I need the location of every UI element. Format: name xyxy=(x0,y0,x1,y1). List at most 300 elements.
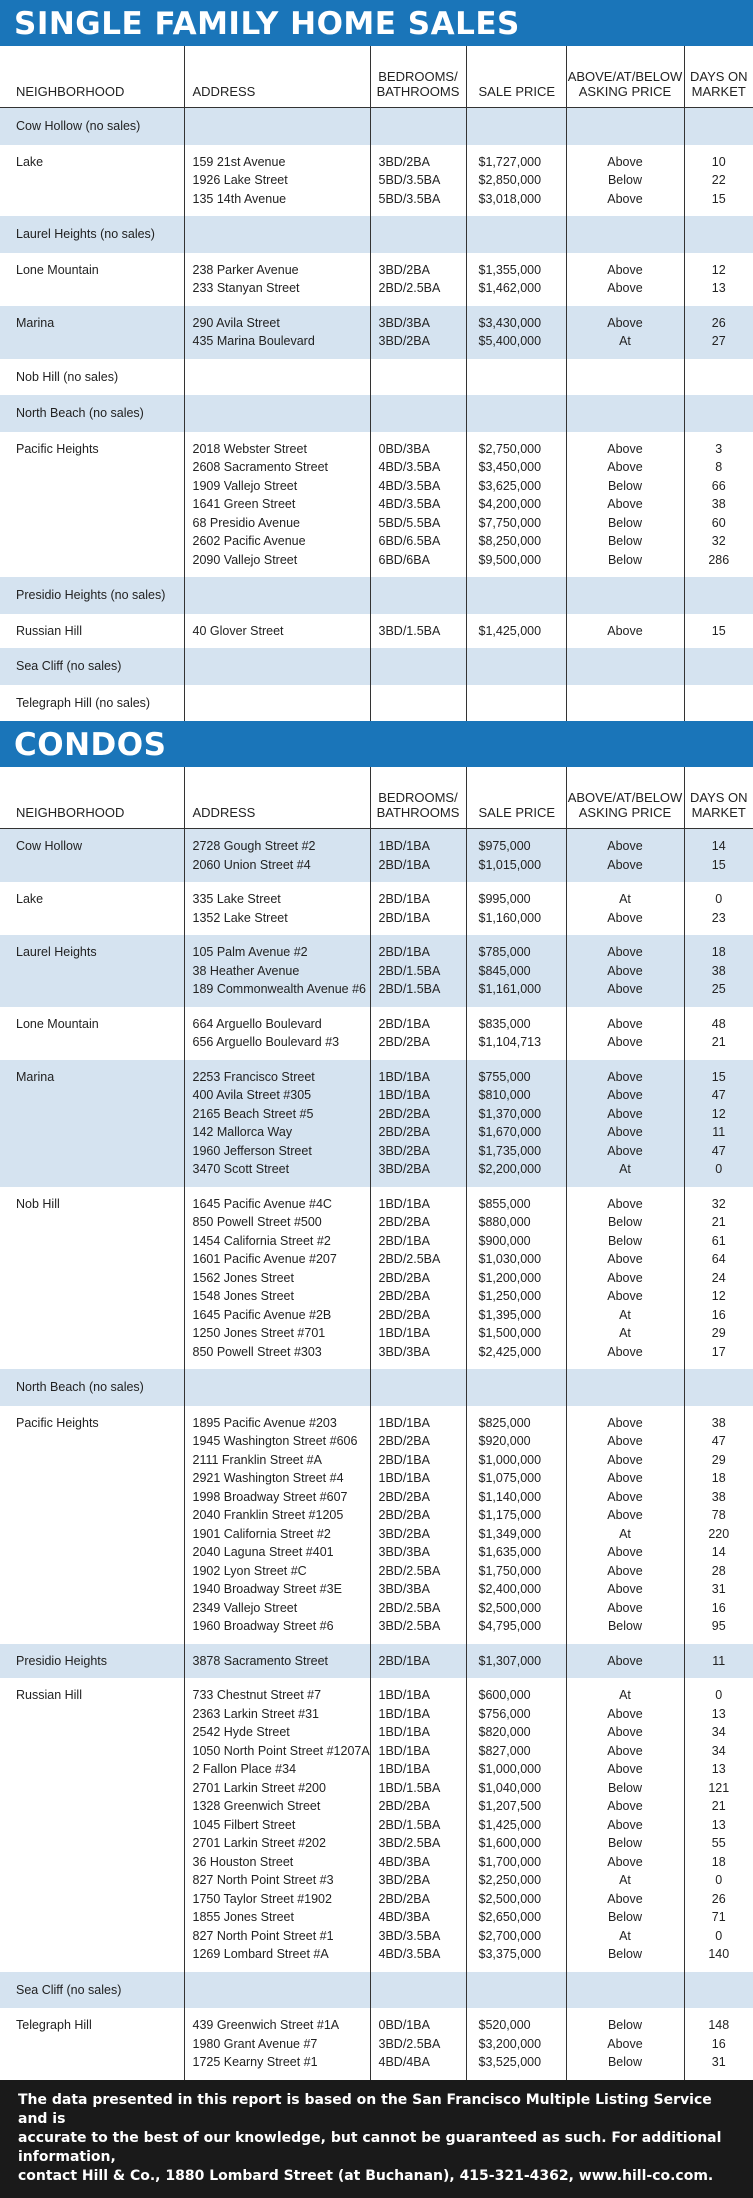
sale-price: $845,000 xyxy=(479,962,566,981)
header-asking-text: ASKING PRICE xyxy=(567,805,684,820)
address: 135 14th Avenue xyxy=(193,190,370,209)
bedrooms-bathrooms-cell xyxy=(370,2008,466,2080)
neighborhood-group xyxy=(0,216,753,253)
sale-price: $2,200,000 xyxy=(479,1160,566,1179)
address: 827 North Point Street #3 xyxy=(193,1871,370,1890)
asking-status: Above xyxy=(567,1414,684,1433)
neighborhood-name: North Beach (no sales) xyxy=(16,1378,184,1397)
sale-price-cell xyxy=(466,882,566,935)
header-neighborhood xyxy=(0,46,184,108)
bedrooms-bathrooms: 5BD/5.5BA xyxy=(379,514,466,533)
bedrooms-bathrooms: 3BD/3BA xyxy=(379,314,466,333)
header-sale-price xyxy=(466,767,566,829)
neighborhood-cell xyxy=(0,882,184,935)
days-on-market-cell xyxy=(684,935,753,1007)
neighborhood-name: Pacific Heights xyxy=(16,1414,184,1433)
sale-price: $1,395,000 xyxy=(479,1306,566,1325)
address: 189 Commonwealth Avenue #6 xyxy=(193,980,370,999)
asking-status: Above xyxy=(567,837,684,856)
header-days xyxy=(684,46,753,108)
bedrooms-bathrooms: 5BD/3.5BA xyxy=(379,171,466,190)
bedrooms-bathrooms: 3BD/3BA xyxy=(379,1543,466,1562)
asking-status: At xyxy=(567,1160,684,1179)
sale-price: $5,400,000 xyxy=(479,332,566,351)
days-on-market: 140 xyxy=(685,1945,753,1964)
bedrooms-bathrooms: 1BD/1BA xyxy=(379,1742,466,1761)
neighborhood-group xyxy=(0,1644,753,1679)
asking-status-cell xyxy=(566,306,684,359)
address: 1909 Vallejo Street xyxy=(193,477,370,496)
asking-status: Above xyxy=(567,1250,684,1269)
bedrooms-bathrooms: 2BD/2.5BA xyxy=(379,279,466,298)
bedrooms-bathrooms: 2BD/2BA xyxy=(379,1506,466,1525)
asking-status: Above xyxy=(567,1105,684,1124)
asking-status: Below xyxy=(567,171,684,190)
neighborhood-name: Lone Mountain xyxy=(16,261,184,280)
asking-status-cell xyxy=(566,648,684,685)
asking-status: Below xyxy=(567,1213,684,1232)
days-on-market: 71 xyxy=(685,1908,753,1927)
sale-price: $1,075,000 xyxy=(479,1469,566,1488)
address: 2165 Beach Street #5 xyxy=(193,1105,370,1124)
days-on-market: 26 xyxy=(685,1890,753,1909)
sale-price: $1,140,000 xyxy=(479,1488,566,1507)
address: 1750 Taylor Street #1902 xyxy=(193,1890,370,1909)
sale-price: $880,000 xyxy=(479,1213,566,1232)
neighborhood-group xyxy=(0,1187,753,1370)
neighborhood-name: Cow Hollow (no sales) xyxy=(16,117,184,136)
bedrooms-bathrooms: 3BD/2.5BA xyxy=(379,2035,466,2054)
address: 827 North Point Street #1 xyxy=(193,1927,370,1946)
days-on-market: 55 xyxy=(685,1834,753,1853)
address-cell xyxy=(184,1644,370,1679)
neighborhood-cell xyxy=(0,1644,184,1679)
days-on-market: 28 xyxy=(685,1562,753,1581)
address: 1562 Jones Street xyxy=(193,1269,370,1288)
address-cell xyxy=(184,432,370,578)
sale-price: $3,625,000 xyxy=(479,477,566,496)
asking-status-cell xyxy=(566,685,684,722)
address: 2060 Union Street #4 xyxy=(193,856,370,875)
header-asking-text: ABOVE/AT/BELOW xyxy=(567,69,684,84)
days-on-market: 0 xyxy=(685,1686,753,1705)
days-on-market: 26 xyxy=(685,314,753,333)
neighborhood-cell xyxy=(0,2008,184,2080)
address: 335 Lake Street xyxy=(193,890,370,909)
asking-status: Below xyxy=(567,2016,684,2035)
address: 1601 Pacific Avenue #207 xyxy=(193,1250,370,1269)
header-days-text: MARKET xyxy=(685,805,753,820)
address: 36 Houston Street xyxy=(193,1853,370,1872)
sale-price: $1,370,000 xyxy=(479,1105,566,1124)
bedrooms-bathrooms: 3BD/3BA xyxy=(379,1580,466,1599)
asking-status: Below xyxy=(567,532,684,551)
neighborhood-cell xyxy=(0,108,184,145)
days-on-market: 16 xyxy=(685,2035,753,2054)
address-cell xyxy=(184,1369,370,1406)
days-on-market: 18 xyxy=(685,1853,753,1872)
neighborhood-name: Lake xyxy=(16,890,184,909)
sale-price: $827,000 xyxy=(479,1742,566,1761)
header-days xyxy=(684,767,753,829)
sale-price: $1,040,000 xyxy=(479,1779,566,1798)
bedrooms-bathrooms: 2BD/1BA xyxy=(379,1652,466,1671)
address: 1960 Jefferson Street xyxy=(193,1142,370,1161)
neighborhood-group xyxy=(0,614,753,649)
bedrooms-bathrooms-cell xyxy=(370,253,466,306)
footer-line-2: accurate to the best of our knowledge, but cannot be guaranteed as such. For additional information, xyxy=(18,2129,739,2167)
address: 2040 Laguna Street #401 xyxy=(193,1543,370,1562)
header-bedrooms-text: BEDROOMS/ xyxy=(371,69,466,84)
sale-price: $1,355,000 xyxy=(479,261,566,280)
days-on-market-cell xyxy=(684,253,753,306)
bedrooms-bathrooms: 0BD/1BA xyxy=(379,2016,466,2035)
address: 3878 Sacramento Street xyxy=(193,1652,370,1671)
address: 142 Mallorca Way xyxy=(193,1123,370,1142)
days-on-market: 32 xyxy=(685,1195,753,1214)
days-on-market: 29 xyxy=(685,1451,753,1470)
asking-status: Above xyxy=(567,856,684,875)
neighborhood-name: Sea Cliff (no sales) xyxy=(16,1981,184,2000)
asking-status: Below xyxy=(567,514,684,533)
asking-status: Above xyxy=(567,1142,684,1161)
sale-price: $1,635,000 xyxy=(479,1543,566,1562)
sales-table xyxy=(0,767,753,2080)
neighborhood-group xyxy=(0,829,753,883)
bedrooms-bathrooms: 1BD/1BA xyxy=(379,1086,466,1105)
asking-status-cell xyxy=(566,882,684,935)
asking-status: Above xyxy=(567,1816,684,1835)
sale-price: $2,750,000 xyxy=(479,440,566,459)
bedrooms-bathrooms: 2BD/1BA xyxy=(379,1451,466,1470)
asking-status-cell xyxy=(566,1060,684,1187)
asking-status: Above xyxy=(567,1853,684,1872)
days-on-market: 66 xyxy=(685,477,753,496)
days-on-market: 38 xyxy=(685,495,753,514)
sale-price-cell xyxy=(466,648,566,685)
bedrooms-bathrooms: 2BD/2.5BA xyxy=(379,1562,466,1581)
neighborhood-group xyxy=(0,2008,753,2080)
asking-status-cell xyxy=(566,1187,684,1370)
sale-price: $2,700,000 xyxy=(479,1927,566,1946)
sale-price: $3,375,000 xyxy=(479,1945,566,1964)
address: 2701 Larkin Street #200 xyxy=(193,1779,370,1798)
bedrooms-bathrooms-cell xyxy=(370,1406,466,1644)
header-neighborhood xyxy=(0,767,184,829)
bedrooms-bathrooms: 2BD/1.5BA xyxy=(379,980,466,999)
days-on-market-cell xyxy=(684,1060,753,1187)
header-sale-price-text: SALE PRICE xyxy=(479,84,566,99)
sale-price-cell xyxy=(466,1060,566,1187)
asking-status-cell xyxy=(566,1644,684,1679)
sale-price-cell xyxy=(466,685,566,722)
address: 664 Arguello Boulevard xyxy=(193,1015,370,1034)
neighborhood-name: Laurel Heights (no sales) xyxy=(16,225,184,244)
days-on-market: 220 xyxy=(685,1525,753,1544)
bedrooms-bathrooms-cell xyxy=(370,1007,466,1060)
sale-price: $755,000 xyxy=(479,1068,566,1087)
sale-price-cell xyxy=(466,145,566,217)
days-on-market: 31 xyxy=(685,1580,753,1599)
days-on-market: 15 xyxy=(685,856,753,875)
bedrooms-bathrooms: 2BD/2BA xyxy=(379,1432,466,1451)
bedrooms-bathrooms-cell xyxy=(370,1187,466,1370)
address: 1926 Lake Street xyxy=(193,171,370,190)
asking-status: Below xyxy=(567,1908,684,1927)
neighborhood-cell xyxy=(0,306,184,359)
days-on-market-cell xyxy=(684,1007,753,1060)
sale-price: $2,250,000 xyxy=(479,1871,566,1890)
address: 656 Arguello Boulevard #3 xyxy=(193,1033,370,1052)
asking-status: Above xyxy=(567,1760,684,1779)
days-on-market: 11 xyxy=(685,1652,753,1671)
address: 40 Glover Street xyxy=(193,622,370,641)
days-on-market: 0 xyxy=(685,890,753,909)
address: 2608 Sacramento Street xyxy=(193,458,370,477)
bedrooms-bathrooms: 2BD/1.5BA xyxy=(379,962,466,981)
header-sale-price-text: SALE PRICE xyxy=(479,805,566,820)
days-on-market-cell xyxy=(684,1678,753,1972)
sale-price: $1,161,000 xyxy=(479,980,566,999)
days-on-market: 3 xyxy=(685,440,753,459)
address-cell xyxy=(184,1678,370,1972)
neighborhood-group xyxy=(0,577,753,614)
days-on-market-cell xyxy=(684,108,753,145)
sale-price: $1,000,000 xyxy=(479,1760,566,1779)
neighborhood-cell xyxy=(0,1369,184,1406)
header-bedrooms-text: BEDROOMS/ xyxy=(371,790,466,805)
header-asking-text: ABOVE/AT/BELOW xyxy=(567,790,684,805)
address: 2602 Pacific Avenue xyxy=(193,532,370,551)
sale-price: $825,000 xyxy=(479,1414,566,1433)
days-on-market: 64 xyxy=(685,1250,753,1269)
bedrooms-bathrooms: 2BD/2BA xyxy=(379,1287,466,1306)
asking-status: Below xyxy=(567,1232,684,1251)
neighborhood-name: North Beach (no sales) xyxy=(16,404,184,423)
bedrooms-bathrooms: 1BD/1BA xyxy=(379,1760,466,1779)
neighborhood-cell xyxy=(0,685,184,722)
asking-status-cell xyxy=(566,2008,684,2080)
bedrooms-bathrooms: 1BD/1BA xyxy=(379,1469,466,1488)
days-on-market: 0 xyxy=(685,1871,753,1890)
asking-status: Below xyxy=(567,1779,684,1798)
bedrooms-bathrooms: 2BD/2BA xyxy=(379,1123,466,1142)
address: 1250 Jones Street #701 xyxy=(193,1324,370,1343)
address: 439 Greenwich Street #1A xyxy=(193,2016,370,2035)
bedrooms-bathrooms-cell xyxy=(370,882,466,935)
bedrooms-bathrooms-cell xyxy=(370,1369,466,1406)
address: 2363 Larkin Street #31 xyxy=(193,1705,370,1724)
address: 2111 Franklin Street #A xyxy=(193,1451,370,1470)
address: 1902 Lyon Street #C xyxy=(193,1562,370,1581)
address-cell xyxy=(184,614,370,649)
address: 1548 Jones Street xyxy=(193,1287,370,1306)
days-on-market-cell xyxy=(684,216,753,253)
neighborhood-name: Marina xyxy=(16,1068,184,1087)
neighborhood-cell xyxy=(0,829,184,883)
bedrooms-bathrooms: 3BD/2BA xyxy=(379,153,466,172)
days-on-market: 18 xyxy=(685,943,753,962)
days-on-market: 34 xyxy=(685,1742,753,1761)
sale-price: $835,000 xyxy=(479,1015,566,1034)
neighborhood-cell xyxy=(0,1406,184,1644)
asking-status: Above xyxy=(567,1488,684,1507)
asking-status: Above xyxy=(567,440,684,459)
address: 1725 Kearny Street #1 xyxy=(193,2053,370,2072)
header-sale-price xyxy=(466,46,566,108)
days-on-market: 27 xyxy=(685,332,753,351)
header-neighborhood-text: NEIGHBORHOOD xyxy=(16,805,184,820)
sale-price: $2,500,000 xyxy=(479,1599,566,1618)
bedrooms-bathrooms: 2BD/2.5BA xyxy=(379,1599,466,1618)
asking-status: Above xyxy=(567,980,684,999)
sale-price: $1,600,000 xyxy=(479,1834,566,1853)
neighborhood-cell xyxy=(0,253,184,306)
asking-status: Above xyxy=(567,495,684,514)
neighborhood-cell xyxy=(0,1007,184,1060)
days-on-market: 31 xyxy=(685,2053,753,2072)
days-on-market: 60 xyxy=(685,514,753,533)
bedrooms-bathrooms: 2BD/2BA xyxy=(379,1269,466,1288)
address: 2542 Hyde Street xyxy=(193,1723,370,1742)
header-days-text: DAYS ON xyxy=(685,790,753,805)
bedrooms-bathrooms: 1BD/1BA xyxy=(379,1068,466,1087)
asking-status-cell xyxy=(566,216,684,253)
bedrooms-bathrooms: 4BD/3.5BA xyxy=(379,1945,466,1964)
days-on-market: 8 xyxy=(685,458,753,477)
sale-price-cell xyxy=(466,253,566,306)
days-on-market: 12 xyxy=(685,261,753,280)
sale-price: $1,727,000 xyxy=(479,153,566,172)
bedrooms-bathrooms-cell xyxy=(370,685,466,722)
sale-price: $3,450,000 xyxy=(479,458,566,477)
address: 1454 California Street #2 xyxy=(193,1232,370,1251)
asking-status-cell xyxy=(566,1369,684,1406)
asking-status-cell xyxy=(566,145,684,217)
neighborhood-name: Nob Hill xyxy=(16,1195,184,1214)
address: 850 Powell Street #303 xyxy=(193,1343,370,1362)
sale-price: $3,525,000 xyxy=(479,2053,566,2072)
sale-price: $1,030,000 xyxy=(479,1250,566,1269)
bedrooms-bathrooms-cell xyxy=(370,108,466,145)
header-days-text: DAYS ON xyxy=(685,69,753,84)
asking-status-cell xyxy=(566,253,684,306)
asking-status: Above xyxy=(567,458,684,477)
asking-status-cell xyxy=(566,1972,684,2009)
sale-price: $920,000 xyxy=(479,1432,566,1451)
sale-price: $1,000,000 xyxy=(479,1451,566,1470)
days-on-market: 13 xyxy=(685,1705,753,1724)
days-on-market-cell xyxy=(684,1187,753,1370)
asking-status: Above xyxy=(567,1451,684,1470)
sale-price: $9,500,000 xyxy=(479,551,566,570)
bedrooms-bathrooms: 2BD/2BA xyxy=(379,1033,466,1052)
sale-price: $600,000 xyxy=(479,1686,566,1705)
asking-status: Above xyxy=(567,1015,684,1034)
bedrooms-bathrooms: 2BD/2BA xyxy=(379,1488,466,1507)
neighborhood-group xyxy=(0,432,753,578)
bedrooms-bathrooms-cell xyxy=(370,432,466,578)
neighborhood-group xyxy=(0,395,753,432)
bedrooms-bathrooms: 3BD/1.5BA xyxy=(379,622,466,641)
footer-line-3: contact Hill & Co., 1880 Lombard Street (at Buchanan), 415-321-4362, www.hill-co.com. xyxy=(18,2167,739,2186)
address-cell xyxy=(184,108,370,145)
sale-price: $975,000 xyxy=(479,837,566,856)
header-address xyxy=(184,767,370,829)
address: 1895 Pacific Avenue #203 xyxy=(193,1414,370,1433)
sale-price: $2,850,000 xyxy=(479,171,566,190)
address: 68 Presidio Avenue xyxy=(193,514,370,533)
sale-price: $3,018,000 xyxy=(479,190,566,209)
asking-status: At xyxy=(567,1525,684,1544)
neighborhood-name: Presidio Heights (no sales) xyxy=(16,586,184,605)
days-on-market-cell xyxy=(684,829,753,883)
address: 233 Stanyan Street xyxy=(193,279,370,298)
asking-status: Above xyxy=(567,1562,684,1581)
asking-status: Above xyxy=(567,1068,684,1087)
neighborhood-group xyxy=(0,359,753,396)
sale-price: $785,000 xyxy=(479,943,566,962)
address: 1945 Washington Street #606 xyxy=(193,1432,370,1451)
asking-status: Above xyxy=(567,190,684,209)
neighborhood-cell xyxy=(0,935,184,1007)
days-on-market: 22 xyxy=(685,171,753,190)
sale-price: $1,349,000 xyxy=(479,1525,566,1544)
sale-price-cell xyxy=(466,829,566,883)
asking-status: Above xyxy=(567,261,684,280)
sale-price-cell xyxy=(466,1406,566,1644)
neighborhood-group xyxy=(0,935,753,1007)
bedrooms-bathrooms: 3BD/2BA xyxy=(379,332,466,351)
asking-status: Below xyxy=(567,1834,684,1853)
days-on-market: 15 xyxy=(685,1068,753,1087)
sale-price: $520,000 xyxy=(479,2016,566,2035)
address: 2921 Washington Street #4 xyxy=(193,1469,370,1488)
asking-status: Above xyxy=(567,1123,684,1142)
bedrooms-bathrooms-cell xyxy=(370,306,466,359)
days-on-market: 32 xyxy=(685,532,753,551)
bedrooms-bathrooms: 2BD/1BA xyxy=(379,1232,466,1251)
address: 1050 North Point Street #1207A xyxy=(193,1742,370,1761)
neighborhood-name: Cow Hollow xyxy=(16,837,184,856)
sale-price: $1,175,000 xyxy=(479,1506,566,1525)
bedrooms-bathrooms: 3BD/2BA xyxy=(379,1871,466,1890)
asking-status: Above xyxy=(567,1287,684,1306)
asking-status: At xyxy=(567,1871,684,1890)
bedrooms-bathrooms: 1BD/1BA xyxy=(379,1705,466,1724)
neighborhood-name: Sea Cliff (no sales) xyxy=(16,657,184,676)
bedrooms-bathrooms: 2BD/2BA xyxy=(379,1306,466,1325)
days-on-market: 47 xyxy=(685,1142,753,1161)
asking-status: At xyxy=(567,1306,684,1325)
days-on-market: 34 xyxy=(685,1723,753,1742)
days-on-market: 21 xyxy=(685,1033,753,1052)
neighborhood-group xyxy=(0,882,753,935)
bedrooms-bathrooms: 3BD/3BA xyxy=(379,1343,466,1362)
sale-price: $1,750,000 xyxy=(479,1562,566,1581)
days-on-market-cell xyxy=(684,1972,753,2009)
bedrooms-bathrooms: 3BD/2BA xyxy=(379,1525,466,1544)
sale-price: $7,750,000 xyxy=(479,514,566,533)
sale-price: $1,207,500 xyxy=(479,1797,566,1816)
address: 1940 Broadway Street #3E xyxy=(193,1580,370,1599)
days-on-market-cell xyxy=(684,685,753,722)
address-cell xyxy=(184,2008,370,2080)
asking-status: Above xyxy=(567,153,684,172)
asking-status: Above xyxy=(567,1652,684,1671)
bedrooms-bathrooms: 4BD/3.5BA xyxy=(379,458,466,477)
address: 1328 Greenwich Street xyxy=(193,1797,370,1816)
